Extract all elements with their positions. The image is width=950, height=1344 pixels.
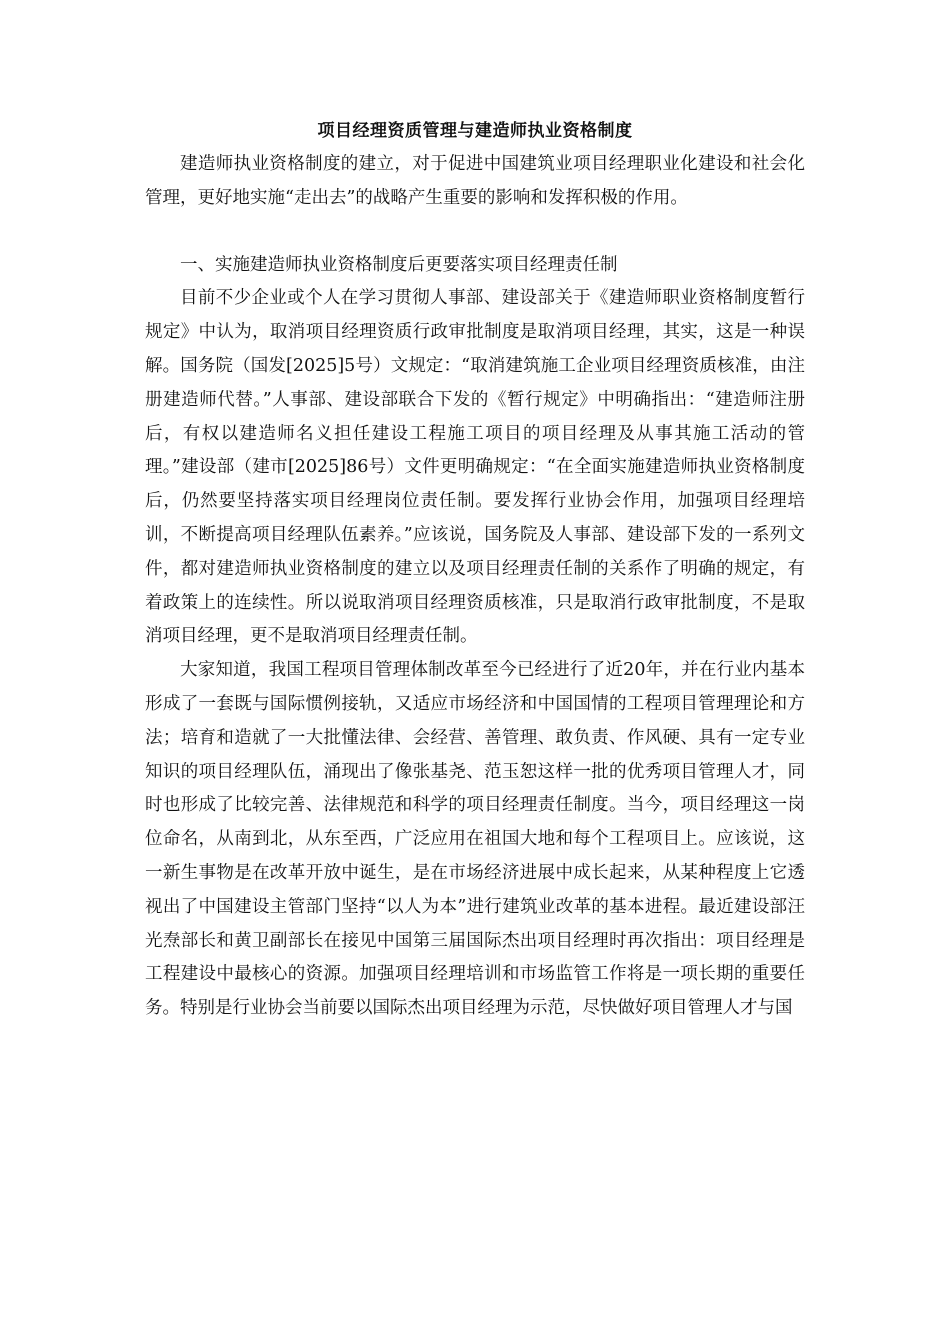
body-paragraph-1: 目前不少企业或个人在学习贯彻人事部、建设部关于《建造师职业资格制度暂行规定》中认为，取消项目经理资质行政审批制度是取消项目经理，其实，这是一种误解。国务院（国发[2025]5号）文规定：“取消建筑施工企业项目经理资质核准，由注册建造师代替。”人事部、建设部联合下发的《暂行规定》中明确指出：“建造师注册后，有权以建造师名义担任建设工程施工项目的项目经理及从事其施工活动的管理。”建设部（建市[2025]86号）文件更明确规定：“在全面实施建造师执业资格制度后，仍然要坚持落实项目经理岗位责任制。要发挥行业协会作用，加强项目经理培训，不断提高项目经理队伍素养。”应该说，国务院及人事部、建设部下发的一系列文件，都对建造师执业资格制度的建立以及项目经理责任制的关系作了明确的规定，有着政策上的连续性。所以说取消项目经理资质核准，只是取消行政审批制度，不是取消项目经理，更不是取消项目经理责任制。	[145, 288, 805, 647]
intro-paragraph: 建造师执业资格制度的建立，对于促进中国建筑业项目经理职业化建设和社会化管理，更好地实施“走出去”的战略产生重要的影响和发挥积极的作用。	[145, 154, 805, 208]
document-title: 项目经理资质管理与建造师执业资格制度	[317, 121, 633, 141]
paragraph-gap	[145, 216, 805, 249]
section-heading: 一、实施建造师执业资格制度后更要落实项目经理责任制	[180, 254, 618, 275]
body-paragraph-2: 大家知道，我国工程项目管理体制改革至今已经进行了近20年，并在行业内基本形成了一套既与国际惯例接轨，又适应市场经济和中国国情的工程项目管理理论和方法；培育和造就了一大批懂法律、会经营、善管理、敢负责、作风硬、具有一定专业知识的项目经理队伍，涌现出了像张基尧、范玉恕这样一批的优秀项目管理人才，同时也形成了比较完善、法律规范和科学的项目经理责任制度。当今，项目经理这一岗位命名，从南到北，从东至西，广泛应用在祖国大地和每个工程项目上。应该说，这一新生事物是在改革开放中诞生，是在市场经济进展中成长起来，从某种程度上它透视出了中国建设主管部门坚持“以人为本”进行建筑业改革的基本进程。最近建设部汪光焘部长和黄卫副部长在接见中国第三届国际杰出项目经理时再次指出：项目经理是工程建设中最核心的资源。加强项目经理培训和市场监管工作将是一项长期的重要任务。特别是行业协会当前要以国际杰出项目经理为示范，尽快做好项目管理人才与国	[145, 660, 805, 1019]
